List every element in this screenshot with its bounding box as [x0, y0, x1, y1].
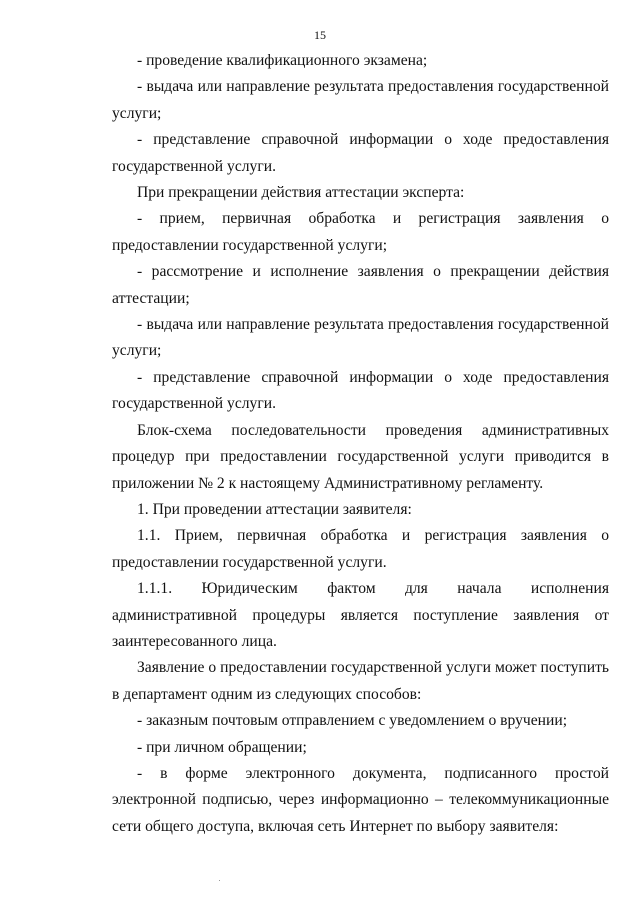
paragraph: 1.1. Прием, первичная обработка и регистрация заявления о предоставлении государственной услуги.	[112, 527, 609, 571]
paragraph: - заказным почтовым отправлением с уведомлением о вручении;	[137, 712, 568, 730]
paragraph: - при личном обращении;	[137, 738, 307, 756]
paragraph: - проведение квалификационного экзамена;	[137, 52, 428, 69]
paragraph: При прекращении действия аттестации эксперта:	[137, 184, 465, 202]
paragraph: - прием, первичная обработка и регистрация заявления о предоставлении государственной услуги;	[112, 210, 609, 254]
scan-speck	[219, 880, 220, 881]
paragraph: Блок-схема последовательности проведения административных процедур при предоставлении государственной услуги приводится в приложении № 2 к настоящему Административному регламенту.	[112, 421, 609, 492]
page-number: 15	[314, 28, 326, 42]
paragraph: - в форме электронного документа, подписанного простой электронной подписью, через информационно – телекоммуникационные сети общего доступа, включая сеть Интернет по выбору заявителя:	[112, 764, 609, 835]
paragraph: 1. При проведении аттестации заявителя:	[137, 500, 412, 518]
paragraph: - выдача или направление результата предоставления государственной услуги;	[112, 316, 609, 360]
paragraph: 1.1.1. Юридическим фактом для начала исполнения административной процедуры является поступление заявления от заинтересованного лица.	[112, 580, 609, 650]
paragraph: - рассмотрение и исполнение заявления о прекращении действия аттестации;	[112, 263, 609, 307]
paragraph: - выдача или направление результата предоставления государственной услуги;	[112, 78, 609, 122]
paragraph: - представление справочной информации о ходе предоставления государственной услуги.	[112, 131, 609, 175]
paragraph: Заявление о предоставлении государственной услуги может поступить в департамент одним из следующих способов:	[112, 659, 609, 703]
document-body	[112, 48, 609, 840]
paragraph: - представление справочной информации о ходе предоставления государственной услуги.	[112, 368, 609, 413]
